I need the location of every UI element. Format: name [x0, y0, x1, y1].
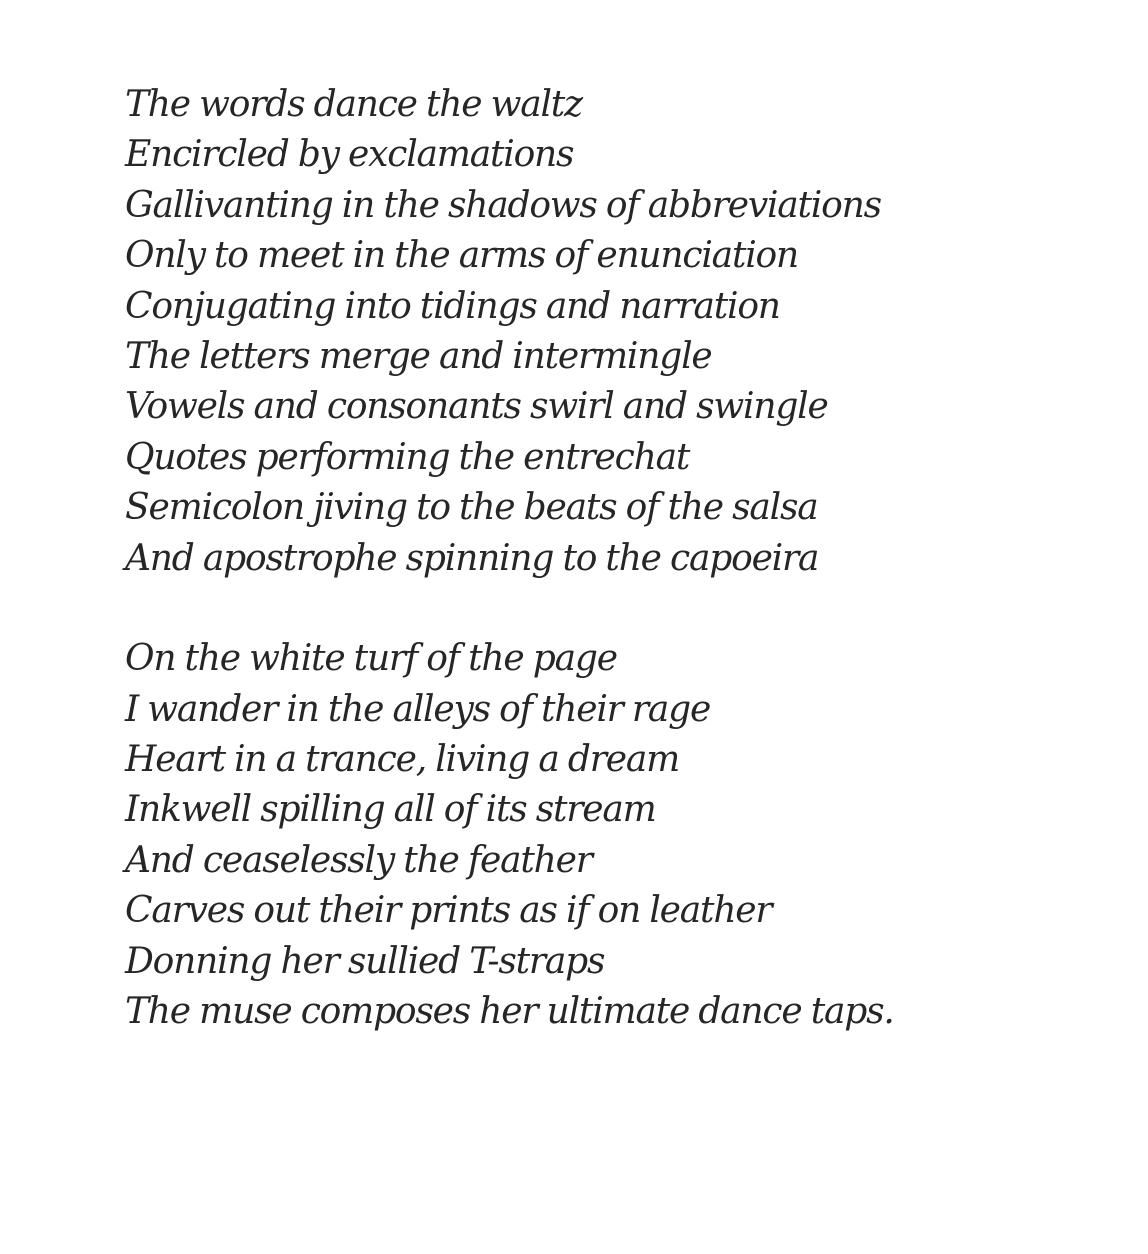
poem-line: Donning her sullied T-straps — [125, 940, 605, 982]
poem-line: The letters merge and intermingle — [125, 335, 712, 377]
poem-line: Carves out their prints as if on leather — [125, 890, 772, 932]
poem-line: Vowels and consonants swirl and swingle — [125, 386, 828, 428]
poem-line: The words dance the waltz — [125, 84, 582, 125]
poem-line: Encircled by exclamations — [125, 134, 574, 176]
poem-line: And apostrophe spinning to the capoeira — [125, 537, 819, 579]
stanza-2 — [125, 634, 1085, 1037]
poem-line: Only to meet in the arms of enunciation — [125, 235, 798, 277]
poem-line: Inkwell spilling all of its stream — [125, 789, 656, 831]
poem-line: Heart in a trance, living a dream — [125, 739, 680, 781]
poem-line: Conjugating into tidings and narration — [125, 285, 780, 327]
poem-line: The muse composes her ultimate dance taps. — [125, 991, 894, 1033]
stanza-1 — [125, 80, 1085, 584]
poem-line: Semicolon jiving to the beats of the salsa — [125, 487, 818, 529]
poem-line: Quotes performing the entrechat — [125, 436, 690, 478]
poem-line: And ceaselessly the feather — [125, 839, 592, 881]
poem-line: I wander in the alleys of their rage — [125, 688, 711, 730]
poem-line: On the white turf of the page — [125, 638, 617, 680]
poem — [125, 80, 1085, 1037]
poem-line: Gallivanting in the shadows of abbreviations — [125, 184, 881, 226]
